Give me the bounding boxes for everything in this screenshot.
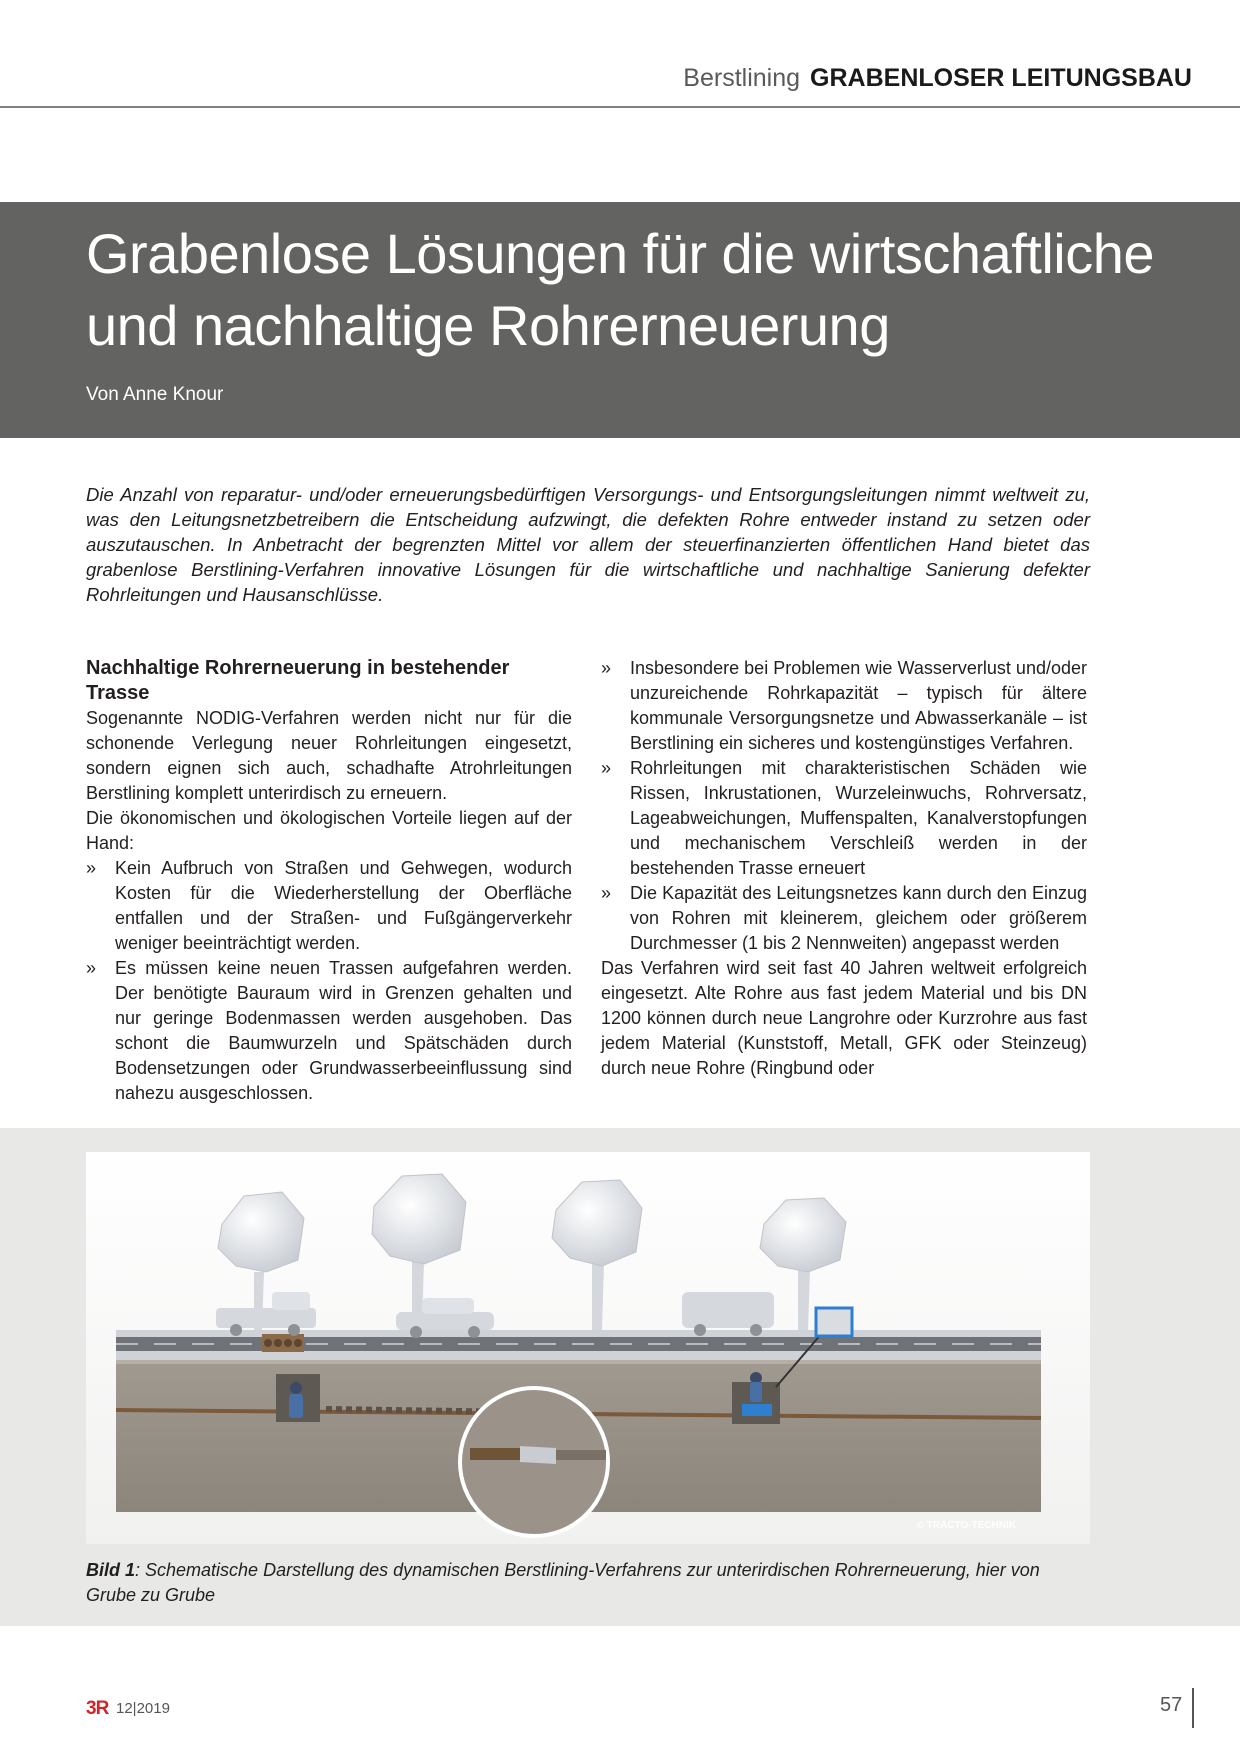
list-item-text: Insbesondere bei Problemen wie Wasserverlust und/oder unzureichende Rohrkapazität – typisch für ältere kommunale Versorgungsnetze und Abwasserkanäle – ist Berstlining ein sicheres und kostengünstiges Verfahren. xyxy=(630,658,1087,753)
paragraph-1: Sogenannte NODIG-Verfahren werden nicht nur für die schonende Verlegung neuer Rohrleitungen eingesetzt, sondern eignen sich auch, schadhafte Atrohrleitungen Berstlining komplett unterirdisch zu erneuern. xyxy=(86,708,572,803)
list-item xyxy=(601,881,1087,956)
figure-credit: © TRACTO-TECHNIK xyxy=(916,1520,1016,1531)
figure-band xyxy=(0,1128,1240,1626)
figure-caption xyxy=(86,1558,1090,1608)
berstlining-illustration xyxy=(86,1152,1090,1544)
caption-text: : Schematische Darstellung des dynamischen Berstlining-Verfahrens zur unterirdischen Rohrerneuerung, hier von Grube zu Grube xyxy=(86,1560,1040,1605)
column-right xyxy=(601,656,1087,1081)
pipe-stack xyxy=(262,1334,304,1352)
title-line-1: Grabenlose Lösungen für die wirtschaftliche xyxy=(86,222,1155,285)
list-item-text: Die Kapazität des Leitungsnetzes kann durch den Einzug von Rohren mit kleinerem, gleichem oder größerem Durchmesser (1 bis 2 Nennweiten) angepasst werden xyxy=(630,883,1087,953)
pulling-machine xyxy=(742,1404,772,1416)
page-number: 57 xyxy=(1160,1694,1183,1716)
paragraph-2: Die ökonomischen und ökologischen Vorteile liegen auf der Hand: xyxy=(86,808,572,853)
detail-magnifier xyxy=(460,1388,608,1536)
header-text xyxy=(683,64,1192,93)
title-band xyxy=(0,202,1240,438)
bullet-list-left xyxy=(86,856,572,1106)
list-item xyxy=(86,956,572,1106)
page-footer xyxy=(0,1694,1240,1734)
bullet-mark: » xyxy=(601,883,612,903)
list-item xyxy=(601,656,1087,756)
bullet-mark: » xyxy=(86,958,97,978)
bullet-mark: » xyxy=(601,758,612,778)
column-left xyxy=(86,656,572,1106)
header-topic: GRABENLOSER LEITUNGSBAU xyxy=(810,64,1192,92)
intro-paragraph: Die Anzahl von reparatur- und/oder erneuerungsbedürftigen Versorgungs- und Entsorgungsleitungen nimmt weltweit zu, was den Leitungsnetzbetreibern die Entscheidung aufzwingt, die defekten Rohre entweder instand zu setzen oder auszutauschen. In Anbetracht der begrenzten Mittel vor allem der steuerfinanzierten öffentlichen Hand bietet das grabenlose Berstlining-Verfahren innovative Lösungen für die wirtschaftliche und nachhaltige Sanierung defekter Rohrleitungen und Hausanschlüsse. xyxy=(86,484,1090,605)
caption-label: Bild 1 xyxy=(86,1560,136,1580)
section-subhead: Nachhaltige Rohrerneuerung in bestehender Trasse xyxy=(86,657,510,704)
header-section: Berstlining xyxy=(683,64,801,92)
list-item-text: Es müssen keine neuen Trassen aufgefahren werden. Der benötigte Bauraum wird in Grenzen gehalten und nur geringe Bodenmassen werden ausgehoben. Das schont die Baumwurzeln und Spätschäden durch Bodensetzungen oder Grundwasserbeeinflussung sind nahezu ausgeschlossen. xyxy=(115,958,572,1103)
bullet-list-right xyxy=(601,656,1087,956)
header-rule xyxy=(0,106,1240,108)
bullet-mark: » xyxy=(86,858,97,878)
worker-body-2 xyxy=(750,1382,762,1402)
byline: Von Anne Knour xyxy=(86,384,224,405)
list-item xyxy=(86,856,572,956)
list-item xyxy=(601,756,1087,881)
bullet-mark: » xyxy=(601,658,612,678)
publication-logo: 3R xyxy=(86,1698,109,1719)
soil-edge xyxy=(116,1360,1041,1364)
title-line-2: und nachhaltige Rohrerneuerung xyxy=(86,294,890,357)
worker-head xyxy=(290,1382,302,1394)
power-unit xyxy=(816,1308,852,1336)
list-item-text: Rohrleitungen mit charakteristischen Schäden wie Rissen, Inkrustationen, Wurzeleinwuchs, Rohrversatz, Lageabweichungen, Muffenspalten, Kanalverstopfungen und mechanischem Verschleiß werden in der bestehenden Trasse erneuert xyxy=(630,758,1087,878)
footer-rule xyxy=(1192,1688,1194,1728)
article-title xyxy=(86,218,1166,362)
running-header xyxy=(0,58,1240,110)
worker-body xyxy=(289,1394,303,1418)
issue-number: 12|2019 xyxy=(116,1700,170,1717)
paragraph-3: Das Verfahren wird seit fast 40 Jahren weltweit erfolgreich eingesetzt. Alte Rohre aus fast jedem Material und bis DN 1200 können durch neue Langrohre oder Kurzrohre aus fast jedem Material (Kunststoff, Metall, GFK oder Steinzeug) durch neue Rohre (Ringbund oder xyxy=(601,958,1087,1078)
list-item-text: Kein Aufbruch von Straßen und Gehwegen, wodurch Kosten für die Wiederherstellung der Oberfläche entfallen und der Straßen- und Fußgängerverkehr weniger beeinträchtigt werden. xyxy=(115,858,572,953)
